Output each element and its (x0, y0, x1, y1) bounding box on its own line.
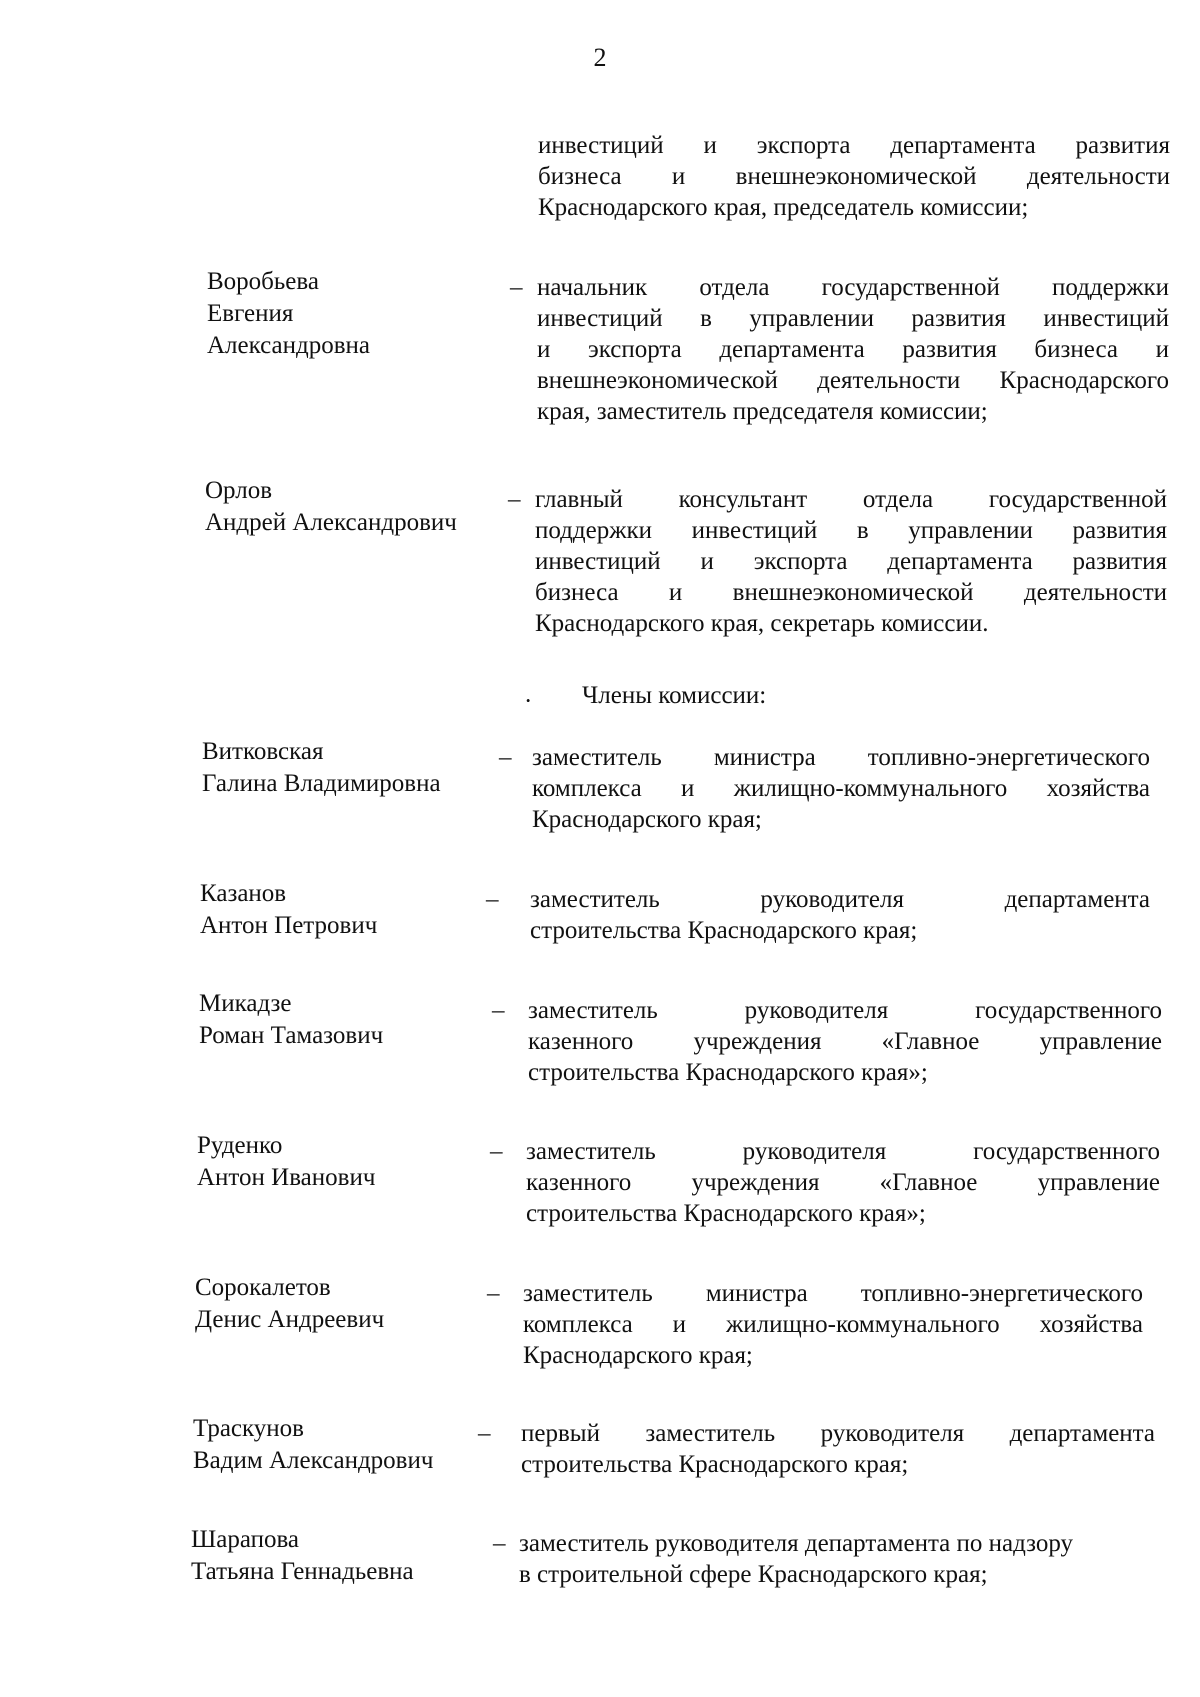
member-position (523, 1278, 1143, 1371)
position-line: строительства Краснодарского края»; (526, 1200, 926, 1227)
member-name (197, 1130, 375, 1194)
position-line: заместитель министра топливно-энергетического (532, 744, 1150, 771)
surname: Сорокалетов (195, 1274, 331, 1301)
position-line: поддержки инвестиций в управлении развития (535, 517, 1167, 544)
members-heading: Члены комиссии: (582, 682, 767, 709)
member-name (202, 736, 441, 800)
member-name (199, 988, 383, 1052)
member-position (530, 884, 1150, 946)
dash: – (508, 486, 521, 513)
dash: – (510, 274, 523, 301)
position-line: комплекса и жилищно-коммунального хозяйства (532, 775, 1150, 802)
member-name (195, 1272, 384, 1336)
position-line: бизнеса и внешнеэкономической деятельности (535, 579, 1167, 606)
member-position (521, 1418, 1155, 1480)
member-position (535, 484, 1167, 639)
patronymic: Александровна (207, 332, 371, 359)
position-line: строительства Краснодарского края; (530, 917, 918, 944)
position-line: заместитель руководителя департамента (530, 886, 1150, 913)
surname: Шарапова (191, 1526, 300, 1553)
position-line: Краснодарского края, секретарь комиссии. (535, 610, 989, 637)
position-line: заместитель руководителя государственного (526, 1138, 1160, 1165)
member-name (200, 878, 377, 942)
surname: Руденко (197, 1132, 283, 1159)
page-number: 2 (593, 43, 607, 72)
description-line: бизнеса и внешнеэкономической деятельности (538, 163, 1170, 190)
position-line: заместитель руководителя департамента по надзору (519, 1530, 1074, 1557)
first-name-patronymic: Галина Владимировна (202, 770, 441, 797)
first-name-patronymic: Андрей Александрович (205, 509, 457, 536)
description-line: инвестиций и экспорта департамента развития (538, 132, 1170, 159)
position-line: казенного учреждения «Главное управление (526, 1169, 1160, 1196)
first-name-patronymic: Антон Петрович (200, 912, 378, 939)
dash: – (478, 1420, 491, 1447)
position-line: инвестиций и экспорта департамента развития (535, 548, 1167, 575)
position-line: строительства Краснодарского края»; (528, 1059, 928, 1086)
first-name-patronymic: Денис Андреевич (195, 1306, 385, 1333)
surname: Траскунов (193, 1415, 304, 1442)
member-name (193, 1413, 433, 1477)
position-line: начальник отдела государственной поддержки (537, 274, 1169, 301)
dash: – (493, 1530, 506, 1557)
position-line: строительства Краснодарского края; (521, 1451, 909, 1478)
position-line: края, заместитель председателя комиссии; (537, 398, 988, 425)
description-line: Краснодарского края, председатель комиссии; (538, 194, 1029, 221)
first-name-patronymic: Роман Тамазович (199, 1022, 384, 1049)
surname: Микадзе (199, 990, 292, 1017)
surname: Воробьева (207, 268, 319, 295)
surname: Казанов (200, 880, 287, 907)
position-line: заместитель руководителя государственного (528, 997, 1162, 1024)
member-name (207, 266, 370, 362)
member-position (532, 742, 1150, 835)
dash: – (499, 744, 512, 771)
first-name-patronymic: Антон Иванович (197, 1164, 376, 1191)
position-line: и экспорта департамента развития бизнеса и (537, 336, 1169, 363)
first-name-patronymic: Татьяна Геннадьевна (191, 1558, 414, 1585)
member-position (519, 1528, 1159, 1590)
chairman-description-continuation (538, 130, 1170, 223)
position-line: инвестиций в управлении развития инвестиций (537, 305, 1169, 332)
member-position (537, 272, 1169, 427)
member-position (526, 1136, 1160, 1229)
member-position (528, 995, 1162, 1088)
dash: – (486, 886, 499, 913)
dash: – (490, 1138, 503, 1165)
surname: Орлов (205, 477, 273, 504)
position-line: Краснодарского края; (532, 806, 762, 833)
position-line: главный консультант отдела государственной (535, 486, 1167, 513)
member-name (205, 475, 457, 539)
position-line: в строительной сфере Краснодарского края; (519, 1561, 988, 1588)
position-line: казенного учреждения «Главное управление (528, 1028, 1162, 1055)
position-line: первый заместитель руководителя департамента (521, 1420, 1155, 1447)
dash: – (487, 1280, 500, 1307)
position-line: заместитель министра топливно-энергетического (523, 1280, 1143, 1307)
first-name: Евгения (207, 300, 294, 327)
first-name-patronymic: Вадим Александрович (193, 1447, 434, 1474)
dash: – (492, 997, 505, 1024)
position-line: Краснодарского края; (523, 1342, 753, 1369)
surname: Витковская (202, 738, 324, 765)
stray-mark: · (524, 688, 533, 715)
member-name (191, 1524, 414, 1588)
position-line: комплекса и жилищно-коммунального хозяйства (523, 1311, 1143, 1338)
position-line: внешнеэкономической деятельности Краснодарского (537, 367, 1169, 394)
